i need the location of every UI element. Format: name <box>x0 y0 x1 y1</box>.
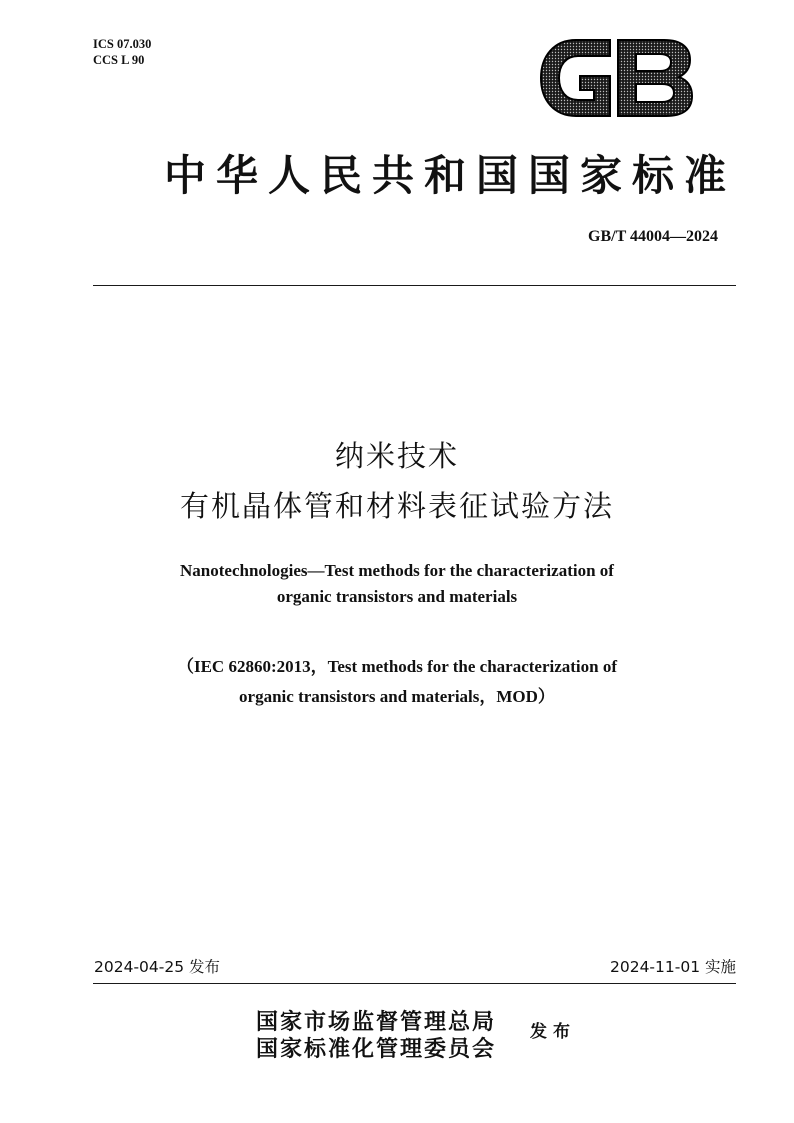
chinese-title-line-1: 纳米技术 <box>334 439 459 473</box>
standard-type-title: 中华人民共和国国家标准 <box>163 151 736 200</box>
issuer-line-2: 国家标准化管理委员会 <box>256 1036 497 1062</box>
english-title-line-2: organic transistors and materials <box>276 587 518 606</box>
header-divider <box>93 285 736 286</box>
publish-date: 2024-04-25 发布 <box>94 958 221 976</box>
ics-code: ICS 07.030 <box>93 37 152 51</box>
chinese-title-line-2: 有机晶体管和材料表征试验方法 <box>179 489 614 523</box>
footer-divider <box>93 983 736 984</box>
ccs-code: CCS L 90 <box>93 53 145 67</box>
reference-standard-line-2: organic transistors and materials，MOD） <box>239 687 555 706</box>
standard-number: GB/T 44004—2024 <box>588 228 718 245</box>
effective-date: 2024-11-01 实施 <box>609 958 736 976</box>
publish-action: 发布 <box>530 1022 576 1042</box>
reference-standard-line-1: （IEC 62860:2013，Test methods for the characterization of <box>176 657 618 676</box>
gb-logo-icon <box>536 36 694 120</box>
classification-codes <box>93 36 151 68</box>
issuer-line-1: 国家市场监督管理总局 <box>256 1009 497 1035</box>
english-title-line-1: Nanotechnologies—Test methods for the characterization of <box>180 561 614 580</box>
